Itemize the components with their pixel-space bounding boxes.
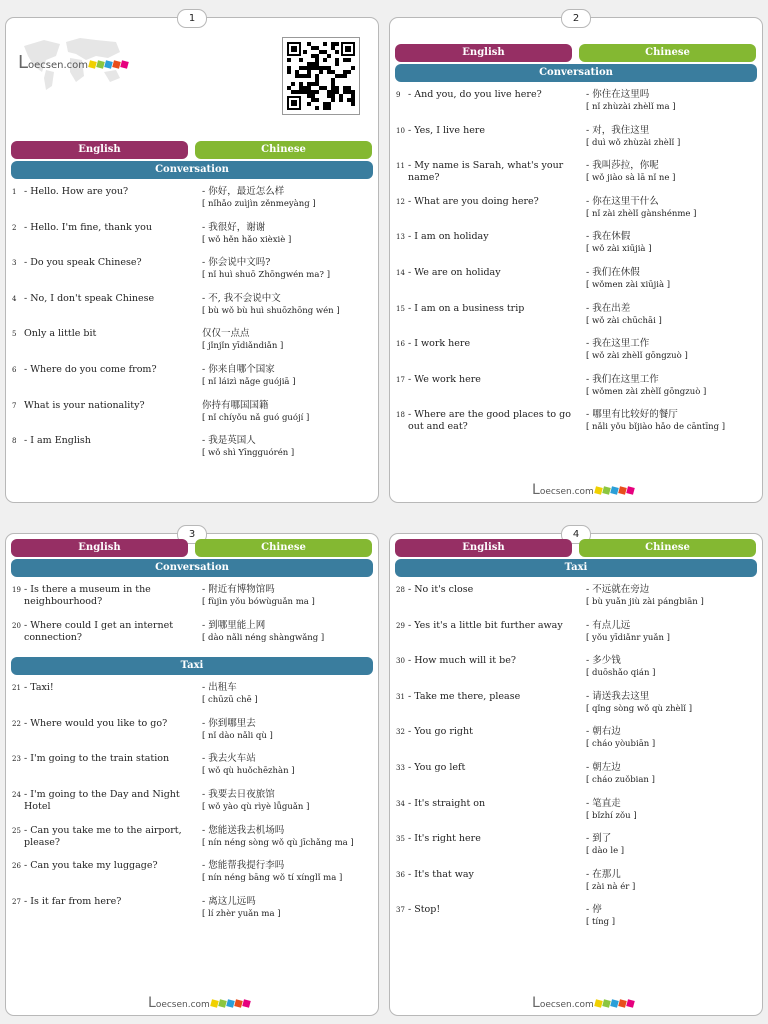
phrase-chinese: - 不, 我不会说中文 — [202, 292, 281, 304]
phrase-row — [12, 789, 374, 821]
phrase-chinese: - 到了 — [586, 833, 612, 845]
logo-square-icon — [218, 999, 227, 1008]
phrase-pinyin: [ wǒ zài zhèlǐ gōngzuò ] — [586, 351, 688, 362]
phrase-pinyin: [ wǒmen zài zhèlǐ gōngzuò ] — [586, 386, 707, 397]
phrase-english: - Where could I get an internet connection? — [24, 619, 174, 643]
phrase-chinese: - 我叫莎拉，你呢 — [586, 160, 659, 172]
phrase-english: - You go left — [408, 762, 466, 773]
phrase-number: 8 — [12, 437, 17, 446]
phrase-row — [396, 798, 758, 830]
phrase-number: 17 — [396, 375, 405, 384]
phrase-chinese: - 有点儿远 — [586, 619, 631, 631]
phrase-row — [12, 222, 374, 254]
brand-logo[interactable] — [532, 995, 634, 1011]
phrase-number: 18 — [396, 411, 405, 420]
phrase-english: - Hello. I'm fine, thank you — [24, 221, 153, 233]
phrase-number: 34 — [396, 799, 405, 808]
phrase-pinyin: [ bù yuǎn jiù zài pángbiān ] — [586, 597, 704, 607]
phrase-number: 28 — [396, 586, 405, 594]
phrase-english: - Taxi! — [24, 682, 54, 694]
phrase-pinyin: [ dào nǎli néng shàngwǎng ] — [202, 632, 325, 643]
phrase-chinese: - 出租车 — [202, 682, 237, 694]
phrase-number: 30 — [396, 657, 405, 666]
page-number: 1 — [177, 9, 207, 28]
phrase-pinyin: [ wǒ yào qù rìyè lǚguǎn ] — [202, 802, 310, 812]
phrase-chinese: - 我在出差 — [586, 302, 631, 314]
phrase-english: - What are you doing here? — [408, 195, 539, 207]
phrase-number: 3 — [12, 259, 17, 268]
brand-logo-squares-icon — [88, 61, 128, 71]
phrase-chinese: - 你住在这里吗 — [586, 89, 650, 100]
flashcard-page — [5, 13, 379, 503]
phrase-chinese: - 请送我去这里 — [586, 690, 650, 702]
phrase-english: - No it's close — [408, 584, 474, 595]
phrase-number: 33 — [396, 764, 405, 772]
phrase-english: - Can you take me to the airport, please? — [24, 824, 182, 848]
phrase-english: - I am on a business trip — [408, 302, 525, 314]
phrase-pinyin: [ bǐzhí zǒu ] — [586, 810, 637, 821]
logo-square-icon — [88, 60, 97, 69]
phrase-english: - I work here — [408, 338, 471, 350]
logo-square-icon — [594, 486, 603, 495]
brand-logo-squares-icon — [594, 1000, 634, 1010]
phrase-number: 21 — [12, 684, 21, 693]
logo-square-icon — [626, 999, 635, 1008]
phrase-chinese: - 我们在休假 — [586, 267, 640, 278]
phrase-english: - How much will it be? — [408, 655, 516, 667]
phrase-english: Only a little bit — [24, 328, 97, 340]
phrase-row — [396, 267, 758, 299]
phrase-pinyin: [ cháo zuǒbian ] — [586, 775, 655, 785]
phrase-row — [396, 620, 758, 652]
phrase-chinese: - 我们在这里工作 — [586, 373, 659, 385]
column-header-english: English — [395, 539, 572, 557]
phrase-row — [396, 762, 758, 794]
phrase-english: - Stop! — [408, 904, 441, 916]
logo-square-icon — [210, 999, 219, 1008]
phrase-row — [12, 293, 374, 325]
phrase-row — [396, 125, 758, 157]
phrase-number: 11 — [396, 162, 405, 171]
phrase-row — [396, 196, 758, 228]
phrase-number: 27 — [12, 897, 21, 906]
phrase-english: - Is there a museum in the neighbourhood? — [24, 584, 151, 607]
brand-logo-initial: L — [18, 52, 29, 73]
phrase-chinese: - 朝左边 — [586, 762, 621, 773]
phrase-pinyin: [ wǒ zài xiūjià ] — [586, 244, 652, 255]
phrase-chinese: - 哪里有比较好的餐厅 — [586, 409, 678, 421]
phrase-chinese: - 我要去日夜旅馆 — [202, 789, 275, 800]
phrase-pinyin: [ wǒ qù huǒchēzhàn ] — [202, 766, 295, 777]
phrase-row — [396, 691, 758, 723]
phrase-english: - And you, do you live here? — [408, 89, 542, 100]
section-title: Conversation — [11, 559, 373, 577]
phrase-chinese: - 你来自哪个国家 — [202, 364, 275, 375]
phrase-row — [396, 869, 758, 901]
phrase-pinyin: [ nǐhǎo zuìjìn zěnmeyàng ] — [202, 199, 316, 209]
phrase-row — [12, 896, 374, 928]
phrase-pinyin: [ nǐ zhùzài zhèlǐ ma ] — [586, 102, 676, 112]
phrase-pinyin: [ nǐ dào nǎli qù ] — [202, 730, 273, 741]
phrase-chinese: - 我去火车站 — [202, 753, 256, 765]
phrase-row — [12, 435, 374, 467]
phrase-chinese: - 你在这里干什么 — [586, 195, 659, 207]
phrase-english: - You go right — [408, 726, 473, 738]
phrase-number: 24 — [12, 791, 21, 799]
logo-square-icon — [610, 486, 619, 495]
logo-square-icon — [112, 60, 121, 69]
phrase-number: 29 — [396, 621, 405, 630]
logo-square-icon — [626, 486, 635, 495]
brand-logo-initial: L — [148, 995, 156, 1011]
phrase-english: - I am on holiday — [408, 231, 489, 243]
phrase-number: 25 — [12, 826, 21, 835]
phrase-number: 36 — [396, 870, 405, 879]
phrase-pinyin: [ chūzū chē ] — [202, 695, 258, 706]
phrase-chinese: - 附近有博物馆吗 — [202, 584, 275, 595]
phrase-pinyin: [ qǐng sòng wǒ qù zhèlǐ ] — [586, 703, 693, 714]
phrase-pinyin: [ wǒ jiào sà lā nǐ ne ] — [586, 173, 676, 184]
phrase-chinese: - 离这儿远吗 — [202, 895, 256, 907]
phrase-row — [12, 400, 374, 432]
phrase-number: 15 — [396, 304, 405, 313]
brand-logo-text: oecsen.com — [539, 1000, 594, 1010]
logo-square-icon — [618, 486, 627, 495]
phrase-row — [12, 718, 374, 750]
phrase-row — [12, 364, 374, 396]
logo-square-icon — [104, 60, 113, 69]
phrase-row — [12, 328, 374, 360]
phrase-chinese: - 不远就在旁边 — [586, 584, 650, 595]
column-header-english: English — [11, 141, 188, 159]
section-title: Conversation — [11, 161, 373, 179]
phrase-english: - It's that way — [408, 868, 474, 880]
brand-logo-squares-icon — [594, 487, 634, 497]
phrase-number: 23 — [12, 755, 21, 764]
phrase-row — [12, 584, 374, 616]
brand-logo-initial: L — [532, 995, 540, 1011]
phrase-number: 19 — [12, 586, 21, 594]
phrase-row — [396, 904, 758, 936]
phrase-english: - It's right here — [408, 833, 481, 845]
phrase-row — [12, 257, 374, 289]
phrase-english: - Can you take my luggage? — [24, 860, 158, 872]
phrase-english: - My name is Sarah, what's your name? — [408, 160, 564, 184]
phrase-chinese: - 停 — [586, 904, 602, 916]
logo-square-icon — [242, 999, 251, 1008]
phrase-english: - Take me there, please — [408, 690, 521, 702]
phrase-english: - Where do you come from? — [24, 364, 157, 375]
page-number: 3 — [177, 525, 207, 544]
brand-logo-text: oecsen.com — [539, 487, 594, 497]
phrase-pinyin: [ wǒ shì Yīngguórén ] — [202, 448, 295, 459]
phrase-pinyin: [ nǐ láizì nǎge guójiā ] — [202, 377, 296, 387]
phrase-chinese: - 笔直走 — [586, 797, 621, 809]
phrase-chinese: - 多少钱 — [586, 655, 621, 667]
phrase-pinyin: [ dào le ] — [586, 846, 625, 857]
phrase-english: - We are on holiday — [408, 267, 501, 278]
logo-square-icon — [618, 999, 627, 1008]
phrase-number: 16 — [396, 340, 405, 349]
phrase-chinese: - 朝右边 — [586, 726, 621, 738]
phrase-english: - Where are the good places to go out and eat? — [408, 409, 571, 433]
brand-logo-initial: L — [532, 482, 540, 498]
section-title: Conversation — [395, 64, 757, 82]
phrase-row — [12, 825, 374, 857]
phrase-chinese: - 你好，最近怎么样 — [202, 186, 285, 197]
phrase-number: 12 — [396, 197, 405, 206]
phrase-row — [396, 89, 758, 121]
phrase-chinese: - 我是英国人 — [202, 435, 256, 447]
phrase-row — [396, 833, 758, 865]
column-header-chinese: Chinese — [579, 44, 756, 62]
phrase-pinyin: [ wǒ zài chūchāi ] — [586, 315, 662, 326]
qr-code-icon — [282, 37, 360, 115]
phrase-chinese: - 在那儿 — [586, 868, 621, 880]
flashcard-page — [389, 529, 763, 1016]
phrase-pinyin: [ wǒmen zài xiūjià ] — [586, 280, 671, 290]
phrase-english: - Hello. How are you? — [24, 186, 129, 197]
phrase-pinyin: [ yǒu yīdiǎnr yuǎn ] — [586, 632, 670, 643]
phrase-row — [396, 726, 758, 758]
phrase-number: 22 — [12, 719, 21, 728]
phrase-english: - I'm going to the train station — [24, 753, 170, 765]
phrase-english: - It's straight on — [408, 797, 486, 809]
phrase-chinese: - 我在这里工作 — [586, 338, 650, 350]
logo-square-icon — [96, 60, 105, 69]
brand-logo[interactable] — [18, 52, 128, 73]
phrase-english: - Yes, I live here — [408, 124, 485, 136]
phrase-english: - I'm going to the Day and Night Hotel — [24, 789, 180, 812]
phrase-row — [396, 584, 758, 616]
phrase-number: 4 — [12, 294, 17, 303]
phrase-row — [396, 338, 758, 370]
phrase-pinyin: [ jǐnjǐn yīdiǎndiǎn ] — [202, 341, 284, 352]
phrase-pinyin: [ nín néng bāng wǒ tí xínglǐ ma ] — [202, 873, 343, 884]
phrase-number: 14 — [396, 269, 405, 277]
phrase-chinese: - 对，我住这里 — [586, 124, 650, 136]
phrase-pinyin: [ nǎli yǒu bǐjiào hǎo de cāntīng ] — [586, 422, 726, 433]
section-title: Taxi — [395, 559, 757, 577]
brand-logo-squares-icon — [210, 1000, 250, 1010]
logo-square-icon — [610, 999, 619, 1008]
phrase-english: What is your nationality? — [24, 399, 145, 411]
phrase-row — [396, 160, 758, 192]
phrase-pinyin: [ nǐ huì shuō Zhōngwén ma? ] — [202, 270, 331, 281]
phrase-row — [396, 303, 758, 335]
phrase-english: - Where would you like to go? — [24, 717, 168, 729]
phrase-number: 9 — [396, 91, 401, 99]
phrase-number: 32 — [396, 728, 405, 737]
phrase-english: - I am English — [24, 435, 91, 447]
phrase-chinese: - 我很好，谢谢 — [202, 221, 266, 233]
phrase-number: 6 — [12, 366, 17, 374]
logo-square-icon — [226, 999, 235, 1008]
brand-logo[interactable] — [148, 995, 250, 1011]
phrase-row — [396, 231, 758, 263]
phrase-number: 13 — [396, 233, 405, 242]
flashcard-page — [389, 13, 763, 503]
phrase-english: - No, I don't speak Chinese — [24, 292, 155, 304]
phrase-number: 37 — [396, 906, 405, 915]
phrase-number: 1 — [12, 188, 17, 196]
logo-square-icon — [594, 999, 603, 1008]
phrase-number: 5 — [12, 330, 17, 339]
phrase-row — [396, 655, 758, 687]
column-header-chinese: Chinese — [195, 141, 372, 159]
phrase-chinese: - 您能帮我提行李吗 — [202, 860, 285, 872]
column-header-english: English — [395, 44, 572, 62]
phrase-chinese: 仅仅一点点 — [202, 328, 250, 340]
phrase-english: - Is it far from here? — [24, 895, 122, 907]
phrase-pinyin: [ zài nà ér ] — [586, 881, 636, 892]
phrase-row — [12, 753, 374, 785]
logo-square-icon — [120, 60, 129, 69]
phrase-number: 31 — [396, 692, 405, 701]
page-number: 2 — [561, 9, 591, 28]
column-header-english: English — [11, 539, 188, 557]
brand-logo-text: oecsen.com — [28, 60, 89, 71]
logo-square-icon — [602, 486, 611, 495]
phrase-number: 2 — [12, 223, 17, 232]
page-number: 4 — [561, 525, 591, 544]
column-header-chinese: Chinese — [579, 539, 756, 557]
phrase-pinyin: [ nǐ zài zhèlǐ gànshénme ] — [586, 208, 697, 219]
column-header-chinese: Chinese — [195, 539, 372, 557]
phrase-number: 7 — [12, 401, 17, 410]
phrase-english: - Do you speak Chinese? — [24, 257, 142, 269]
phrase-chinese: - 你会说中文吗? — [202, 257, 271, 269]
phrase-pinyin: [ fùjìn yǒu bówùguǎn ma ] — [202, 597, 315, 607]
section-title: Taxi — [11, 657, 373, 675]
phrase-number: 10 — [396, 126, 405, 135]
phrase-chinese: - 你到哪里去 — [202, 717, 256, 729]
brand-logo-text: oecsen.com — [155, 1000, 210, 1010]
phrase-row — [396, 374, 758, 406]
phrase-pinyin: [ cháo yòubiān ] — [586, 739, 656, 750]
phrase-row — [12, 860, 374, 892]
phrase-chinese: 你持有哪国国籍 — [202, 399, 269, 411]
phrase-number: 26 — [12, 862, 21, 871]
phrase-pinyin: [ nǐ chíyǒu nǎ guó guójí ] — [202, 412, 310, 423]
logo-square-icon — [234, 999, 243, 1008]
phrase-row — [396, 409, 758, 441]
phrase-number: 20 — [12, 621, 21, 630]
phrase-english: - Yes it's a little bit further away — [408, 619, 563, 631]
phrase-pinyin: [ lí zhèr yuǎn ma ] — [202, 908, 281, 919]
phrase-chinese: - 我在休假 — [586, 231, 631, 243]
phrase-pinyin: [ nín néng sòng wǒ qù jīchǎng ma ] — [202, 837, 354, 848]
logo-square-icon — [602, 999, 611, 1008]
phrase-pinyin: [ tíng ] — [586, 917, 616, 928]
phrase-number: 35 — [396, 835, 405, 844]
phrase-pinyin: [ wǒ hěn hǎo xièxiè ] — [202, 234, 292, 245]
phrase-pinyin: [ bù wǒ bù huì shuōzhōng wén ] — [202, 305, 340, 316]
phrase-row — [12, 186, 374, 218]
brand-logo[interactable] — [532, 482, 634, 498]
phrase-english: - We work here — [408, 373, 481, 385]
flashcard-page — [5, 529, 379, 1016]
phrase-chinese: - 您能送我去机场吗 — [202, 824, 285, 836]
phrase-chinese: - 到哪里能上网 — [202, 619, 266, 631]
phrase-row — [12, 620, 374, 652]
phrase-row — [12, 682, 374, 714]
phrase-pinyin: [ duì wǒ zhùzài zhèlǐ ] — [586, 137, 681, 148]
phrase-pinyin: [ duōshǎo qián ] — [586, 668, 656, 679]
